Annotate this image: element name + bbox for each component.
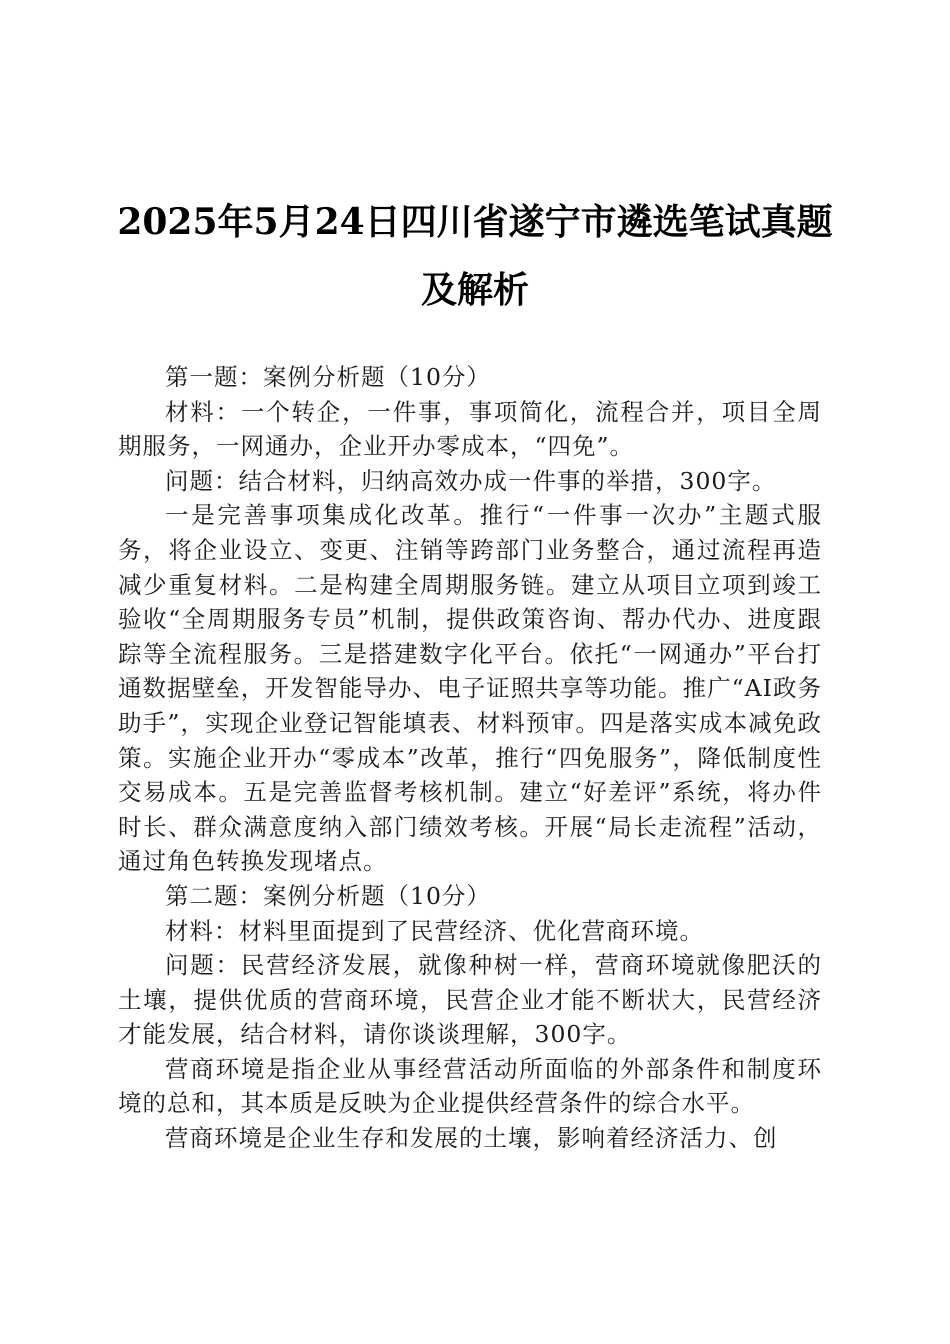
document-body xyxy=(118,360,822,1156)
document-title-line-1: 2025年5月24日四川省遂宁市遴选笔试真题 xyxy=(117,201,833,243)
question-1-material: 材料：一个转企，一件事，事项简化，流程合并，项目全周期服务，一网通办，企业开办零成本，“四免”。 xyxy=(118,397,822,461)
question-2-material: 材料：材料里面提到了民营经济、优化营商环境。 xyxy=(165,916,704,945)
question-2-answer-paragraph: 营商环境是指企业从事经营活动所面临的外部条件和制度环境的总和，其本质是反映为企业提供经营条件的综合水平。 xyxy=(118,1054,822,1118)
document-title-line-2: 及解析 xyxy=(420,269,529,311)
question-1-prompt: 问题：结合材料，归纳高效办成一件事的举措，300字。 xyxy=(165,466,777,495)
question-1-answer: 一是完善事项集成化改革。推行“一件事一次办”主题式服务，将企业设立、变更、注销等跨部门业务整合，通过流程再造减少重复材料。二是构建全周期服务链。建立从项目立项到竣工验收“全周期服务专员”机制，提供政策咨询、帮办代办、进度跟踪等全流程服务。三是搭建数字化平台。依托“一网通办”平台打通数据壁垒，开发智能导办、电子证照共享等功能。推广“AI政务助手”，实现企业登记智能填表、材料预审。四是落实成本减免政策。实施企业开办“零成本”改革，推行“四免服务”，降低制度性交易成本。五是完善监督考核机制。建立“好差评”系统，将办件时长、群众满意度纳入部门绩效考核。开展“局长走流程”活动，通过角色转换发现堵点。 xyxy=(118,501,822,876)
question-2-heading: 第二题：案例分析题（10分） xyxy=(165,881,491,910)
question-2-prompt: 问题：民营经济发展，就像种树一样，营商环境就像肥沃的土壤，提供优质的营商环境，民营企业才能不断状大，民营经济才能发展，结合材料，请你谈谈理解，300字。 xyxy=(118,951,822,1049)
question-1-heading: 第一题：案例分析题（10分） xyxy=(165,363,491,391)
question-2-answer-paragraph: 营商环境是企业生存和发展的土壤，影响着经济活力、创 xyxy=(165,1124,778,1153)
